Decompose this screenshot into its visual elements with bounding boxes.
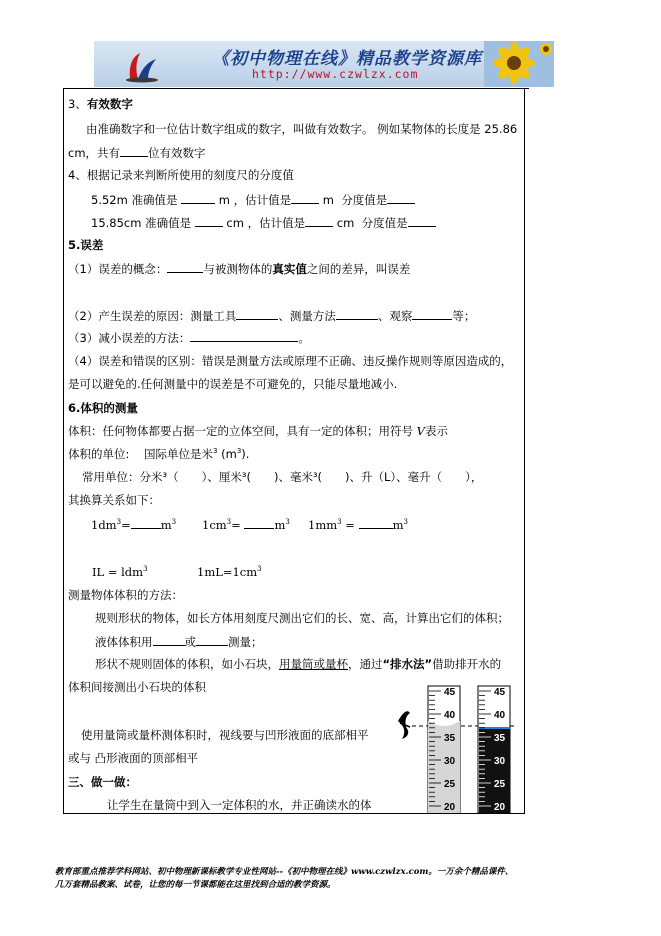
blank-sig-digits[interactable] (120, 145, 148, 157)
sec5-p4-1: （4）误差和错误的区别：错误是测量方法或原理不正确、违反操作规则等原因造成的， (68, 354, 513, 368)
sec5-p3-b: 。 (298, 331, 310, 345)
sec6-p2-b: 国际单位是米 (144, 447, 213, 461)
graduation-label: 35 (494, 733, 506, 744)
conv-dm3-a: 1dm (91, 518, 117, 532)
method-2 (95, 634, 263, 650)
graduation-label: 45 (494, 687, 506, 698)
method-3-c: ，通过 (348, 657, 383, 671)
sec3-num: 3、 (68, 97, 87, 111)
header-banner (94, 41, 554, 87)
sec3-line2 (68, 145, 206, 161)
graduation-label: 20 (444, 802, 456, 813)
conv-l-text: IL = ldm (92, 565, 144, 579)
sec4-row1-est: ，估计值是 (233, 193, 292, 207)
sec3-heading (68, 97, 133, 112)
blank-observe[interactable] (412, 308, 452, 320)
graduation-label: 20 (494, 802, 506, 813)
sec5-p1 (68, 261, 410, 277)
sec4-row1-div: 分度值是 (341, 193, 388, 207)
method-5: 使用量筒或量杯测体积时，视线要与凹形液面的底部相平 (81, 728, 369, 742)
sec4-row2-div: 分度值是 (361, 216, 408, 230)
sec3-title: 有效数字 (86, 97, 133, 111)
sec5-p1-d: 之间的差异，叫误差 (306, 262, 411, 276)
method-3 (95, 657, 501, 672)
sec6-p1-v: V (416, 424, 425, 438)
conv-ml: $1mL=1cm^3$ (197, 565, 262, 579)
sec7-title: 三、做一做： (68, 775, 137, 789)
method-3-b: 用量筒或量杯 (279, 657, 348, 671)
footer-line1: 教育部重点推荐学科网站、初中物理新课标教学专业性网站--《初中物理在线》www.czwlzx.com。一万余个精品课件、 (55, 867, 514, 877)
sec6-p2: 体积的单位: 国际单位是米$^3$ $(m^3)$. (68, 447, 250, 461)
method-title: 测量物体体积的方法： (68, 588, 183, 602)
blank-mm3[interactable] (359, 517, 393, 529)
graduation-label: 40 (494, 710, 506, 721)
sec7-p1: 让学生在量筒中到入一定体积的水，并正确读水的体 (107, 798, 372, 812)
sec5-p2-a: （2）产生误差的原因：测量工具 (68, 309, 237, 323)
sec6-title: 6.体积的测量 (68, 401, 138, 415)
blank-row2-div[interactable] (408, 215, 436, 227)
blank-row1-est[interactable] (291, 192, 319, 204)
conv-cm3: $1cm^3= m^3$ (202, 518, 290, 532)
sec5-p2-b: 、测量方法 (278, 309, 336, 323)
graduation-label: 40 (444, 710, 456, 721)
blank-dm3[interactable] (131, 517, 161, 529)
sec6-p4: 其换算关系如下： (68, 493, 160, 507)
conv-dm3: $1dm^3= m^3$ (91, 518, 177, 532)
sec4-row2-unit1: cm (226, 216, 244, 230)
sec5-p1-b: 与被测物体的 (203, 262, 273, 276)
conv-mm3-b: = (341, 518, 359, 532)
sec4-row2-est: ，估计值是 (247, 216, 306, 230)
blank-liquid-1[interactable] (153, 634, 185, 646)
conv-mm3-a: 1mm (308, 518, 338, 532)
footer (55, 866, 615, 892)
conv-dm3-c: m (160, 518, 172, 532)
blank-row2-acc[interactable] (195, 215, 223, 227)
frame-tick (525, 88, 529, 89)
sec6-p1 (68, 424, 448, 439)
sec4-row2-value: 15.85cm (91, 216, 142, 230)
sec6-p3: 常用单位：分米³（ ）、厘米³( )、毫米³( )、升（L）、毫升（ ）， (82, 470, 483, 484)
sec5-p2 (68, 308, 475, 324)
sec3-line1: 由准确数字和一位估计数字组成的数字，叫做有效数字。 例如某物体的长度是 25.86 (86, 122, 518, 136)
sec5-p3 (68, 330, 310, 346)
sunflower-icon (484, 41, 554, 87)
sec4-row1-value: 5.52m (91, 193, 128, 207)
blank-tool[interactable] (236, 308, 278, 320)
method-3-a: 形状不规则固体的体积，如小石块， (95, 657, 279, 671)
conv-l: IL = ldm$^3$ (92, 565, 148, 579)
method-3-d: “排水法” (382, 657, 433, 671)
blank-liquid-2[interactable] (196, 634, 228, 646)
eye-icon (398, 711, 410, 739)
graduated-cylinders-figure (390, 683, 526, 813)
graduation-label: 25 (494, 779, 506, 790)
conv-dm3-b: = (121, 518, 131, 532)
blank-method[interactable] (336, 308, 378, 320)
sec6-p2-a: 体积的单位: (68, 447, 130, 461)
conv-ml-text: 1mL=1cm (197, 565, 258, 579)
blank-row2-est[interactable] (305, 215, 333, 227)
method-4: 体积间接测出小石块的体积 (68, 680, 206, 694)
method-2-b: 或 (184, 635, 196, 649)
sec5-p3-a: （3）减小误差的方法： (68, 331, 191, 345)
blank-row1-acc[interactable] (181, 192, 215, 204)
sec5-p4-2: 是可以避免的.任何测量中的误差是不可避免的，只能尽量地减小. (68, 377, 398, 391)
conv-mm3: $1mm^3 = m^3$ (308, 518, 408, 532)
sec4-row2-unit2: cm (336, 216, 355, 230)
graduation-label: 30 (494, 756, 506, 767)
sec4-row1 (91, 192, 415, 208)
sec5-p2-d: 等； (452, 309, 476, 323)
sec6-p2-d: ) (241, 447, 246, 461)
footer-line2: 几万套精品教案、试卷，让您的每一节课都能在这里找到合适的教学资源。 (55, 880, 336, 890)
method-2-c: 测量； (228, 635, 263, 649)
method-2-a: 液体体积用 (95, 635, 153, 649)
conv-cm3-b: = (231, 518, 241, 532)
sec6-p2-c: (m (221, 447, 237, 461)
method-6: 或与 凸形液面的顶部相平 (68, 751, 199, 765)
conv-cm3-c: m (274, 518, 286, 532)
method-3-e: 借助排开水的 (432, 657, 502, 671)
graduation-label: 25 (444, 779, 456, 790)
method-1: 规则形状的物体，如长方体用刻度尺测出它们的长、宽、高，计算出它们的体积； (95, 611, 509, 625)
banner-title: 《初中物理在线》精品教学资源库 (212, 49, 482, 69)
sec6-p1-a: 体积：任何物体都要占据一定的立体空间，具有一定的体积；用符号 (68, 424, 413, 438)
sec5-p1-c: 真实值 (272, 262, 307, 276)
logo-icon (124, 49, 160, 83)
sec4-row2 (91, 215, 436, 231)
sec5-p1-a: （1）误差的概念： (68, 262, 168, 276)
banner-url[interactable]: http://www.czwlzx.com (252, 67, 419, 81)
sec3-line2-b: 位有效数字 (148, 146, 206, 160)
graduation-label: 30 (444, 756, 456, 767)
graduation-label: 45 (444, 687, 456, 698)
sec4-title: 4、根据记录来判断所使用的刻度尺的分度值 (68, 168, 294, 182)
sec4-row1-unit1: m (218, 193, 230, 207)
sec5-title: 5.误差 (68, 238, 104, 252)
sec5-p2-c: 、观察 (377, 309, 413, 323)
graduation-label: 35 (444, 733, 456, 744)
blank-error-concept[interactable] (167, 261, 203, 273)
sec4-row1-unit2: m (322, 193, 334, 207)
sec4-row1-acc: 准确值是 (131, 193, 178, 207)
conv-cm3-a: 1cm (202, 518, 227, 532)
blank-cm3[interactable] (244, 517, 274, 529)
blank-row1-div[interactable] (387, 192, 415, 204)
blank-reduce[interactable] (190, 330, 298, 342)
sec6-p1-b: 表示 (424, 424, 448, 438)
sec3-line2-a: cm，共有 (68, 146, 121, 160)
conv-mm3-c: m (392, 518, 404, 532)
sec4-row2-acc: 准确值是 (145, 216, 192, 230)
